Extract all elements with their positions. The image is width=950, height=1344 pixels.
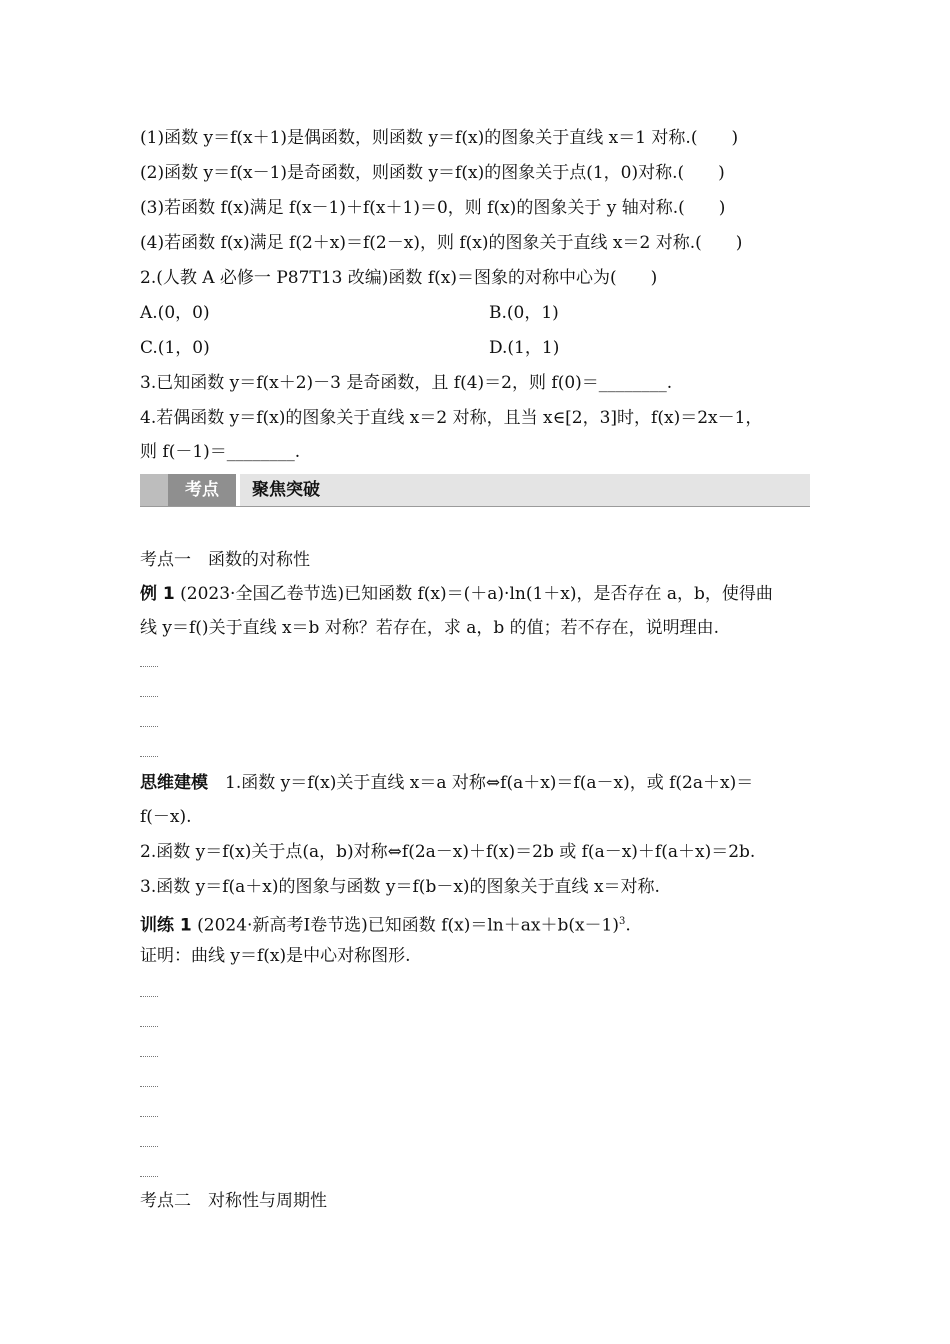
answer-dots xyxy=(140,1176,158,1177)
judge-item-3: (3)若函数 f(x)满足 f(x－1)＋f(x＋1)＝0，则 f(x)的图象关于 y 轴对称.( ) xyxy=(140,198,726,218)
training-text: (2024·新高考Ⅰ卷节选)已知函数 f(x)＝ln＋ax＋b(x－1) xyxy=(197,915,620,936)
section-banner xyxy=(140,474,810,507)
example-1-line-2: 线 y＝f()关于直线 x＝b 对称？若存在，求 a，b 的值；若不存在，说明理由. xyxy=(140,618,720,638)
training-1 xyxy=(140,910,810,938)
judge-item-4: (4)若函数 f(x)满足 f(2＋x)＝f(2－x)，则 f(x)的图象关于直线 x＝2 对称.( ) xyxy=(140,233,743,253)
answer-dots xyxy=(140,996,158,997)
section-heading-1: 考点一 函数的对称性 xyxy=(140,550,310,570)
answer-dots xyxy=(140,1116,158,1117)
option-b: B.(0，1) xyxy=(489,303,559,323)
judge-item-1: (1)函数 y＝f(x＋1)是偶函数，则函数 y＝f(x)的图象关于直线 x＝1 对称.( ) xyxy=(140,128,739,148)
banner-title: 聚焦突破 xyxy=(252,480,320,500)
training-tail: . xyxy=(625,915,631,936)
section-heading-2: 考点二 对称性与周期性 xyxy=(140,1191,327,1211)
answer-dots xyxy=(140,696,158,697)
banner-stripe xyxy=(140,474,168,506)
answer-dots xyxy=(140,666,158,667)
answer-dots xyxy=(140,1146,158,1147)
answer-dots xyxy=(140,1056,158,1057)
answer-dots xyxy=(140,1026,158,1027)
model-label: 思维建模 xyxy=(140,773,208,793)
model-text: 1.函数 y＝f(x)关于直线 x＝a 对称⇔f(a＋x)＝f(a－x)，或 f(2a＋x)＝ xyxy=(208,773,754,793)
banner-tag: 考点 xyxy=(168,474,236,506)
training-label: 训练 1 xyxy=(140,915,192,936)
banner-divider xyxy=(236,474,240,506)
answer-dots xyxy=(140,726,158,727)
model-line-3: 2.函数 y＝f(x)关于点(a，b)对称⇔f(2a－x)＋f(x)＝2b 或 f(a－x)＋f(a＋x)＝2b. xyxy=(140,842,756,862)
example-label: 例 1 xyxy=(140,584,175,604)
judge-item-2: (2)函数 y＝f(x－1)是奇函数，则函数 y＝f(x)的图象关于点(1，0)对称.( ) xyxy=(140,163,725,183)
question-3: 3.已知函数 y＝f(x＋2)－3 是奇函数，且 f(4)＝2，则 f(0)＝________. xyxy=(140,373,673,393)
training-proof: 证明：曲线 y＝f(x)是中心对称图形. xyxy=(140,946,411,966)
option-d: D.(1，1) xyxy=(489,338,560,358)
model-line-1 xyxy=(140,771,810,795)
option-c: C.(1，0) xyxy=(140,338,210,358)
model-line-4: 3.函数 y＝f(a＋x)的图象与函数 y＝f(b－x)的图象关于直线 x＝对称. xyxy=(140,877,660,897)
option-a: A.(0，0) xyxy=(140,303,210,323)
example-1-line-1 xyxy=(140,582,810,606)
question-4-line-1: 4.若偶函数 y＝f(x)的图象关于直线 x＝2 对称，且当 x∈[2，3]时，f(x)＝2x－1， xyxy=(140,408,763,428)
question-4-line-2: 则 f(－1)＝________. xyxy=(140,442,301,462)
model-line-2: f(－x). xyxy=(140,807,192,827)
training-exponent: 3 xyxy=(619,916,626,927)
answer-dots xyxy=(140,756,158,757)
answer-dots xyxy=(140,1086,158,1087)
example-text: (2023·全国乙卷节选)已知函数 f(x)＝(＋a)·ln(1＋x)，是否存在 a，b，使得曲 xyxy=(180,584,773,604)
question-2-stem: 2.(人教 A 必修一 P87T13 改编)函数 f(x)＝图象的对称中心为( ) xyxy=(140,268,658,288)
